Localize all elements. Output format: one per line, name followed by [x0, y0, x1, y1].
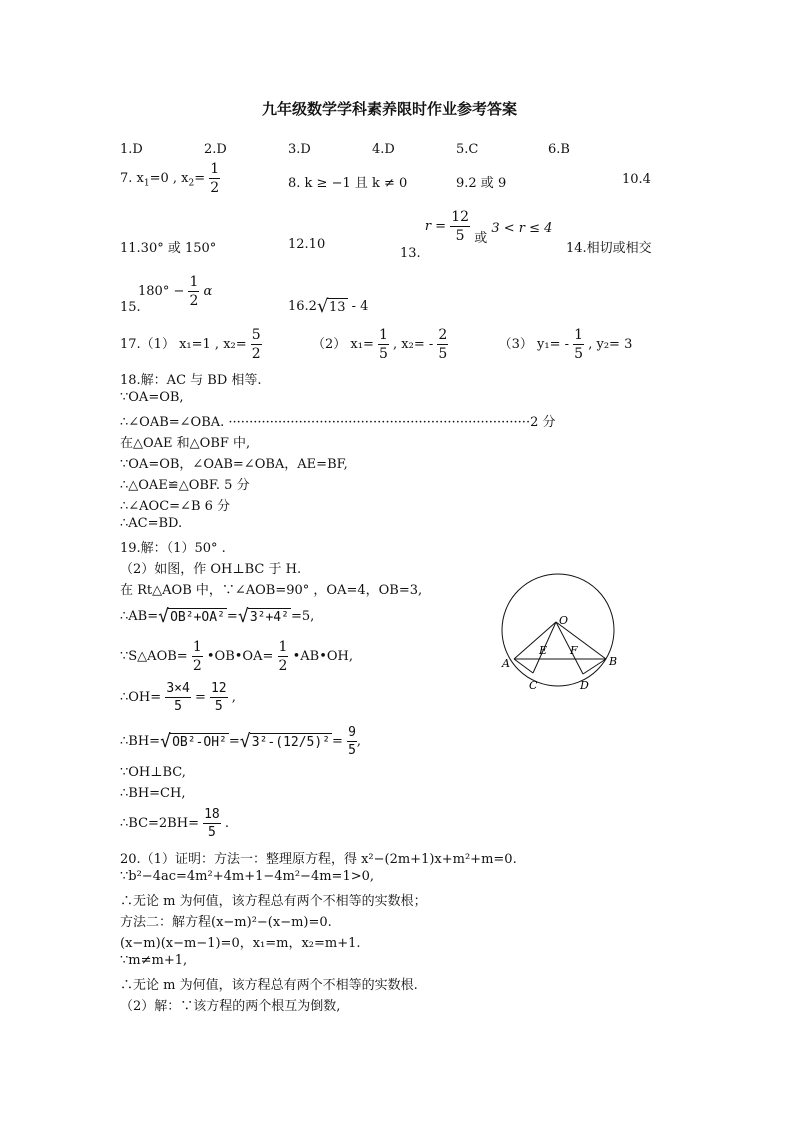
- q20-line-1: 20.（1）证明：方法一：整理原方程，得 x²−(2m+1)x+m²+m=0.: [120, 852, 517, 867]
- answer-14: 14.相切或相交: [566, 241, 652, 256]
- label-f: F: [570, 644, 578, 657]
- q18-line-6: ∴△OAE≌△OBF. 5 分: [120, 478, 250, 493]
- label-o: O: [559, 614, 569, 627]
- answer-15-label: 15.: [120, 300, 141, 315]
- q19-line-9: ∴BH=CH,: [120, 786, 186, 801]
- page-title: 九年级数学学科素养限时作业参考答案: [262, 100, 518, 118]
- q20-line-7: ∴无论 m 为何值，该方程总有两个不相等的实数根.: [120, 978, 418, 993]
- q19-bc-line: ∴BC=2BH= $\frac{18}{5}$ .: [120, 807, 230, 840]
- answer-13: 13. r = $\frac{12}{5}$ 或 3 < r ≤ 4: [400, 209, 553, 261]
- geometry-figure: [496, 570, 626, 700]
- answer-8: 8. k ≥ −1 且 k ≠ 0: [288, 176, 408, 191]
- q19-line-8: ∵OH⊥BC,: [120, 765, 186, 780]
- q19-area-line: ∵S△AOB= $\frac{1}{2}$ •OB•OA= $\frac{1}{2}$ •AB•OH,: [120, 639, 353, 674]
- q20-line-3: ∴无论 m 为何值，该方程总有两个不相等的实数根；: [120, 894, 427, 909]
- answer-4: 4.D: [372, 142, 395, 157]
- answer-6: 6.B: [548, 142, 570, 157]
- answer-2: 2.D: [204, 142, 227, 157]
- q18-line-8: ∴AC=BD.: [120, 516, 183, 531]
- q19-line-3: 在 Rt△AOB 中，∵∠AOB=90° ，OA=4，OB=3,: [120, 583, 423, 598]
- label-c: C: [529, 679, 538, 692]
- q18-line-5: ∵OA=OB，∠OAB=∠OBA，AE=BF,: [120, 457, 348, 472]
- answer-9: 9.2 或 9: [456, 176, 507, 191]
- label-d: D: [580, 679, 589, 692]
- q19-line-2: （2）如图，作 OH⊥BC 于 H.: [120, 562, 302, 577]
- q18-line-3: ∴∠OAB=∠OBA. ·········································································2 分: [120, 415, 556, 430]
- q19-bh-line: ∴BH= √ OB²-OH² = √ 3²-(12/5)² = $\frac{9}{5}$ ,: [120, 725, 362, 758]
- q18-line-4: 在△OAE 和△OBF 中,: [120, 436, 251, 451]
- label-a: A: [502, 657, 510, 670]
- q20-line-2: ∵b²−4ac=4m²+4m+1−4m²−4m=1>0,: [120, 869, 375, 884]
- q18-line-7: ∴∠AOC=∠B 6 分: [120, 499, 231, 514]
- answer-15-expr: 180° − $\frac{1}{2}$ α: [138, 274, 213, 309]
- q19-oh-line: ∴OH= $\frac{3\times 4}{5}$ = $\frac{12}{5}$ ,: [120, 681, 236, 714]
- answer-3: 3.D: [288, 142, 311, 157]
- answer-12: 12.10: [288, 237, 326, 252]
- label-b: B: [609, 655, 618, 668]
- q20-line-8: （2）解：∵该方程的两个根互为倒数,: [120, 999, 341, 1014]
- label-e: E: [539, 644, 548, 657]
- q20-line-6: ∵m≠m+1,: [120, 953, 188, 968]
- answer-5: 5.C: [456, 142, 479, 157]
- answer-1: 1.D: [120, 142, 143, 157]
- answer-10: 10.4: [622, 172, 651, 187]
- q19-ab-line: ∴AB= √ OB²+OA² = √ 3²+4² =5,: [120, 606, 315, 627]
- answer-11: 11.30° 或 150°: [120, 241, 217, 256]
- q18-line-2: ∵OA=OB,: [120, 390, 184, 405]
- q20-line-5: (x−m)(x−m−1)=0，x₁=m，x₂=m+1.: [120, 936, 361, 951]
- answer-17: 17.（1） x₁=1 , x₂= $\frac{5}{2}$ （2） x₁= $\frac{1}{5}$ , x₂= - $\frac{2}{5}$ （3） y₁= - $\frac{1}{5}$ , y₂= 3: [120, 327, 633, 362]
- answer-7: 7. $x_1=0$ , $x_2=$ $\frac{1}{2}$: [120, 161, 220, 196]
- q19-line-1: 19.解：（1）50° .: [120, 541, 226, 556]
- answer-16: 16.2 √ 13 - 4: [288, 296, 369, 317]
- fraction: $\frac{1}{2}$: [210, 161, 220, 196]
- q18-line-1: 18.解：AC 与 BD 相等.: [120, 373, 262, 388]
- q20-line-4: 方法二：解方程(x−m)²−(x−m)=0.: [120, 915, 332, 930]
